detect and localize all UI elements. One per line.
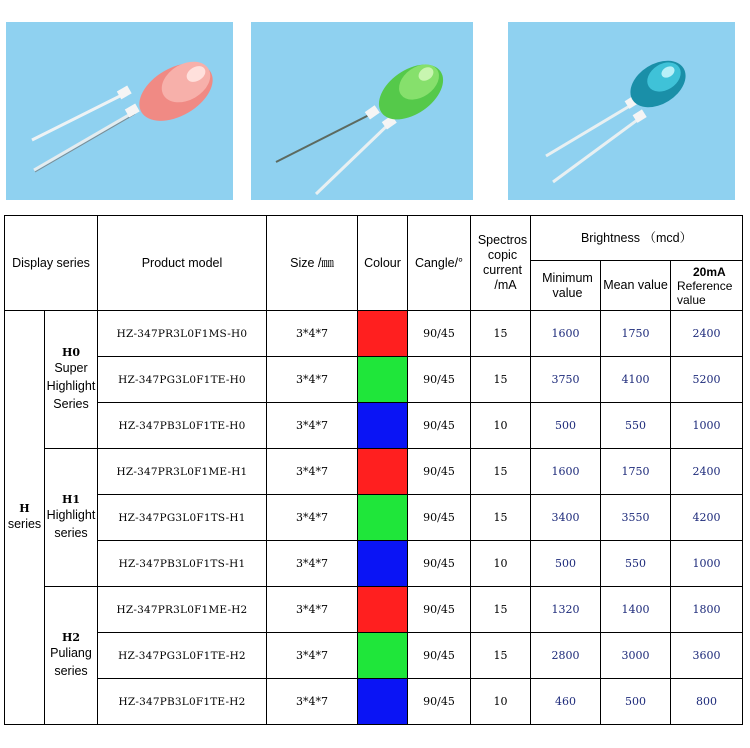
- cell-reference: 5200: [671, 357, 743, 403]
- header-display-series: Display series: [5, 216, 98, 311]
- cell-reference: 4200: [671, 495, 743, 541]
- colour-swatch-blue: [358, 541, 407, 586]
- cell-reference: 3600: [671, 633, 743, 679]
- header-reference-line3: value: [677, 292, 706, 307]
- cell-product-model: HZ-347PG3L0F1TS-H1: [98, 495, 267, 541]
- table-row: [5, 633, 743, 679]
- cell-size: 3*4*7: [267, 541, 358, 587]
- cell-colour-swatch: [358, 357, 408, 403]
- cell-mean: 4100: [601, 357, 671, 403]
- colour-swatch-green: [358, 495, 407, 540]
- cell-colour-swatch: [358, 679, 408, 725]
- cell-cangle: 90/45: [408, 495, 471, 541]
- cell-product-model: HZ-347PB3L0F1TE-H0: [98, 403, 267, 449]
- header-cangle: Cangle/°: [408, 216, 471, 311]
- colour-swatch-red: [358, 311, 407, 356]
- cell-mean: 550: [601, 403, 671, 449]
- cell-product-model: HZ-347PR3L0F1ME-H1: [98, 449, 267, 495]
- table-row: [5, 541, 743, 587]
- header-current: [471, 216, 531, 311]
- cell-mean: 3000: [601, 633, 671, 679]
- table-row: [5, 357, 743, 403]
- subgroup-line: Super: [54, 361, 88, 375]
- led-red-image: [6, 22, 233, 200]
- cell-product-model: HZ-347PG3L0F1TE-H2: [98, 633, 267, 679]
- cell-colour-swatch: [358, 449, 408, 495]
- table-row: [5, 403, 743, 449]
- led-blue-image: [508, 22, 735, 200]
- cell-current: 10: [471, 541, 531, 587]
- cell-colour-swatch: [358, 495, 408, 541]
- cell-mean: 3550: [601, 495, 671, 541]
- cell-reference: 2400: [671, 311, 743, 357]
- cell-cangle: 90/45: [408, 679, 471, 725]
- subgroup-line: Series: [53, 397, 89, 411]
- cell-mean: 1400: [601, 587, 671, 633]
- group-code: H: [19, 502, 30, 515]
- group-label: series: [7, 517, 42, 531]
- colour-swatch-green: [358, 633, 407, 678]
- header-mean: Mean value: [601, 261, 671, 311]
- cell-product-model: HZ-347PR3L0F1ME-H2: [98, 587, 267, 633]
- led-photo-red: [6, 22, 233, 200]
- cell-minimum: 3400: [531, 495, 601, 541]
- cell-reference: 2400: [671, 449, 743, 495]
- header-reference: [671, 261, 743, 311]
- cell-cangle: 90/45: [408, 449, 471, 495]
- colour-swatch-blue: [358, 403, 407, 448]
- led-spec-table: [4, 215, 743, 725]
- subgroup-line: Puliang: [50, 646, 92, 660]
- cell-minimum: 1600: [531, 311, 601, 357]
- cell-cangle: 90/45: [408, 357, 471, 403]
- cell-cangle: 90/45: [408, 311, 471, 357]
- cell-product-model: HZ-347PB3L0F1TS-H1: [98, 541, 267, 587]
- cell-current: 15: [471, 311, 531, 357]
- header-brightness: Brightness （mcd）: [531, 216, 743, 261]
- cell-current: 15: [471, 633, 531, 679]
- led-photo-green: [251, 22, 473, 200]
- cell-minimum: 3750: [531, 357, 601, 403]
- cell-minimum: 500: [531, 541, 601, 587]
- cell-size: 3*4*7: [267, 311, 358, 357]
- cell-size: 3*4*7: [267, 633, 358, 679]
- header-current-line3: current: [483, 263, 522, 277]
- cell-minimum: 1600: [531, 449, 601, 495]
- table-row: [5, 495, 743, 541]
- header-size: Size /㎜: [267, 216, 358, 311]
- cell-reference: 1000: [671, 541, 743, 587]
- cell-mean: 1750: [601, 449, 671, 495]
- cell-size: 3*4*7: [267, 495, 358, 541]
- colour-swatch-red: [358, 587, 407, 632]
- table-row: [5, 311, 743, 357]
- colour-swatch-green: [358, 357, 407, 402]
- header-reference-line1: 20mA: [693, 264, 726, 279]
- group-h-series: [5, 311, 45, 725]
- header-current-line4: /mA: [494, 278, 517, 292]
- cell-minimum: 500: [531, 403, 601, 449]
- cell-cangle: 90/45: [408, 541, 471, 587]
- cell-colour-swatch: [358, 311, 408, 357]
- subgroup-h2: [45, 587, 98, 725]
- cell-colour-swatch: [358, 541, 408, 587]
- cell-current: 15: [471, 495, 531, 541]
- cell-current: 10: [471, 679, 531, 725]
- header-current-line2: copic: [487, 248, 518, 262]
- cell-cangle: 90/45: [408, 633, 471, 679]
- cell-size: 3*4*7: [267, 357, 358, 403]
- cell-cangle: 90/45: [408, 403, 471, 449]
- cell-cangle: 90/45: [408, 587, 471, 633]
- subgroup-line: Highlight: [46, 508, 96, 522]
- cell-product-model: HZ-347PG3L0F1TE-H0: [98, 357, 267, 403]
- header-minimum-line1: Minimum: [542, 270, 593, 285]
- subgroup-line: Highlight: [46, 379, 96, 393]
- cell-colour-swatch: [358, 633, 408, 679]
- subgroup-code: H2: [61, 631, 81, 644]
- header-minimum: [531, 261, 601, 311]
- colour-swatch-red: [358, 449, 407, 494]
- subgroup-code: H0: [61, 346, 81, 359]
- cell-size: 3*4*7: [267, 449, 358, 495]
- cell-minimum: 2800: [531, 633, 601, 679]
- subgroup-line: series: [54, 664, 88, 678]
- subgroup-h0: [45, 311, 98, 449]
- cell-current: 15: [471, 357, 531, 403]
- table-body: [5, 311, 743, 725]
- header-reference-line2: Reference: [677, 278, 733, 293]
- cell-mean: 500: [601, 679, 671, 725]
- cell-minimum: 460: [531, 679, 601, 725]
- header-current-line1: Spectros: [477, 233, 528, 247]
- cell-current: 15: [471, 587, 531, 633]
- header-product-model: Product model: [98, 216, 267, 311]
- subgroup-line: series: [54, 526, 88, 540]
- colour-swatch-blue: [358, 679, 407, 724]
- cell-mean: 1750: [601, 311, 671, 357]
- subgroup-h1: [45, 449, 98, 587]
- led-photo-blue: [508, 22, 735, 200]
- led-green-image: [251, 22, 473, 200]
- cell-size: 3*4*7: [267, 587, 358, 633]
- cell-reference: 1800: [671, 587, 743, 633]
- cell-size: 3*4*7: [267, 403, 358, 449]
- cell-colour-swatch: [358, 587, 408, 633]
- cell-mean: 550: [601, 541, 671, 587]
- cell-current: 15: [471, 449, 531, 495]
- cell-reference: 1000: [671, 403, 743, 449]
- header-minimum-line2: value: [552, 285, 583, 300]
- header-colour: Colour: [358, 216, 408, 311]
- cell-product-model: HZ-347PB3L0F1TE-H2: [98, 679, 267, 725]
- table-row: [5, 679, 743, 725]
- cell-reference: 800: [671, 679, 743, 725]
- cell-minimum: 1320: [531, 587, 601, 633]
- cell-size: 3*4*7: [267, 679, 358, 725]
- subgroup-code: H1: [61, 493, 81, 506]
- table-row: [5, 449, 743, 495]
- cell-colour-swatch: [358, 403, 408, 449]
- cell-product-model: HZ-347PR3L0F1MS-H0: [98, 311, 267, 357]
- table-row: [5, 587, 743, 633]
- cell-current: 10: [471, 403, 531, 449]
